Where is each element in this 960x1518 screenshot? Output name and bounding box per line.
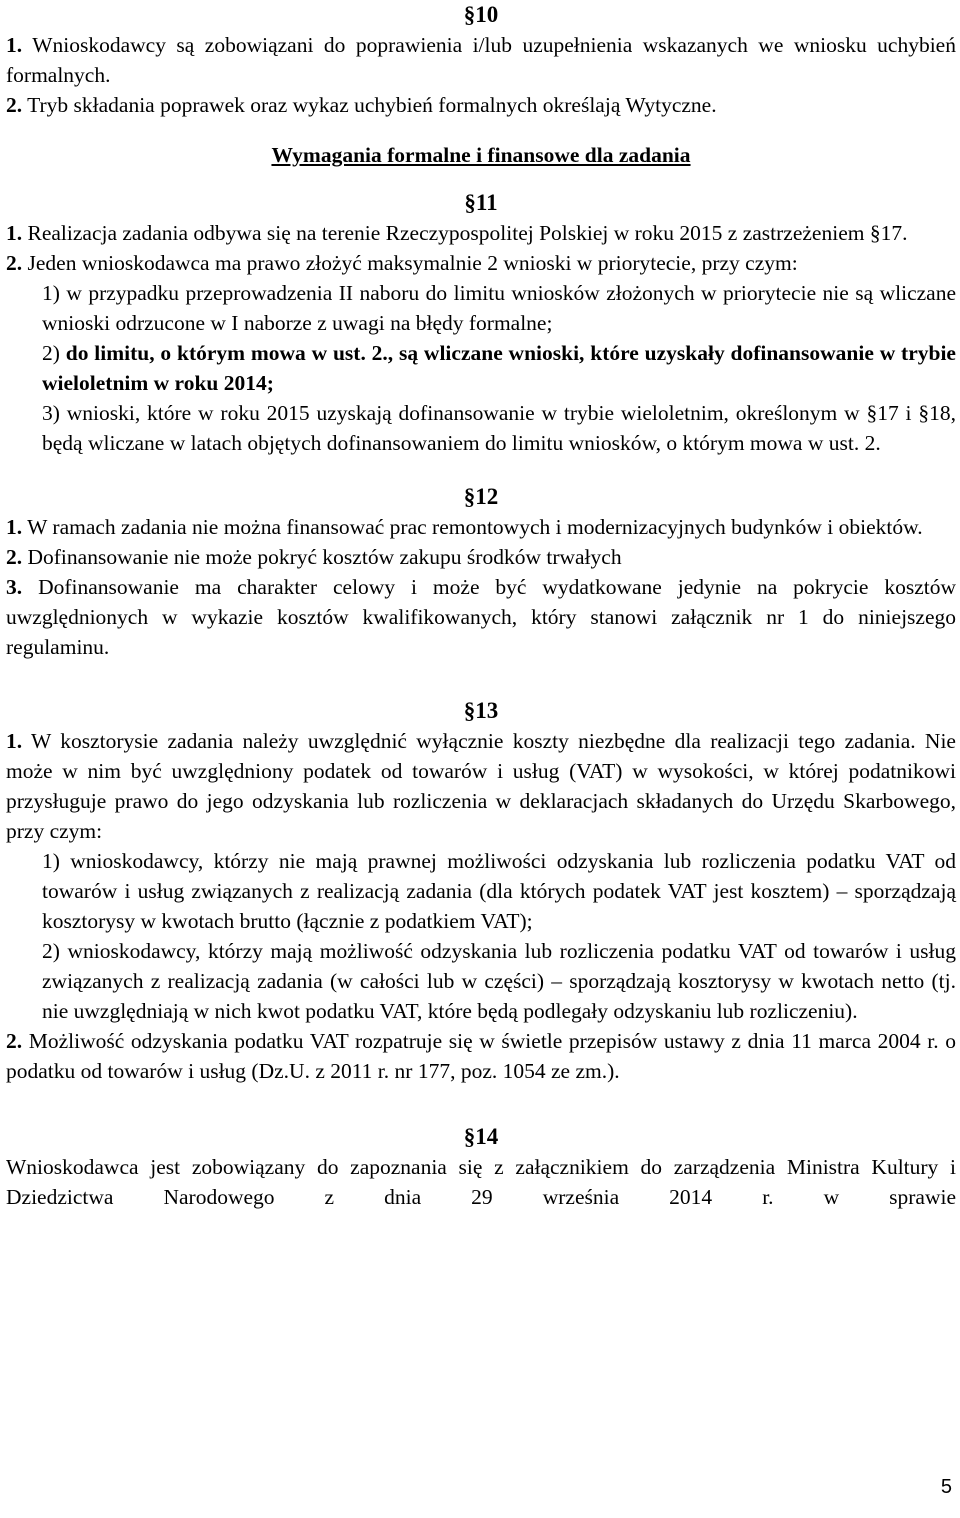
point-number: 1.	[6, 33, 23, 57]
point-text: Dofinansowanie nie może pokryć kosztów zakupu środków trwałych	[27, 545, 622, 569]
point-number: 3.	[6, 575, 23, 599]
point-number: 1.	[6, 515, 23, 539]
point-text: Możliwość odzyskania podatku VAT rozpatruje się w świetle przepisów ustawy z dnia 11 marca 2004 r. o podatku od towarów i usług (Dz.U. z 2011 r. nr 177, poz. 1054 ze zm.).	[6, 1029, 956, 1083]
s11-point-2	[6, 248, 956, 278]
paragraph-heading-11: §11	[464, 190, 498, 215]
document-page	[6, 0, 956, 1212]
paragraph-heading-13: §13	[463, 698, 499, 723]
point-number: 2.	[6, 545, 23, 569]
s11-point-1	[6, 218, 956, 248]
point-text: Tryb składania poprawek oraz wykaz uchybień formalnych określają Wytyczne.	[27, 93, 717, 117]
page-number: 5	[940, 1476, 952, 1498]
paragraph-heading-14: §14	[463, 1124, 499, 1149]
point-text: Dofinansowanie ma charakter celowy i może być wydatkowane jedynie na pokrycie kosztów uwzględnionych w wykazie kosztów kwalifikowanych, który stanowi załącznik nr 1 do niniejszego regulaminu.	[6, 575, 956, 659]
s11-item-1: 1) w przypadku przeprowadzenia II naboru do limitu wniosków złożonych w priorytecie nie są wliczane wnioski odrzucone w I naborze z uwagi na błędy formalne;	[42, 281, 956, 335]
s10-point-2	[6, 90, 956, 120]
point-text: W kosztorysie zadania należy uwzględnić wyłącznie koszty niezbędne dla realizacji tego zadania. Nie może w nim być uwzględniony podatek od towarów i usług (VAT) w wysokości, w której podatnikowi przysługuje prawo do jego odzyskania lub rozliczenia w deklaracjach składanych do Urzędu Skarbowego, przy czym:	[6, 729, 956, 843]
s13-point-2	[6, 1026, 956, 1086]
s11-item-2	[6, 338, 956, 398]
point-text: Wnioskodawcy są zobowiązani do poprawienia i/lub uzupełnienia wskazanych we wniosku uchybień formalnych.	[6, 33, 956, 87]
paragraph-heading-12: §12	[463, 484, 499, 509]
s12-point-2	[6, 542, 956, 572]
s13-point-1	[6, 726, 956, 846]
s12-point-1	[6, 512, 956, 542]
point-text: Jeden wnioskodawca ma prawo złożyć maksymalnie 2 wnioski w priorytecie, przy czym:	[27, 251, 798, 275]
section-heading: Wymagania formalne i finansowe dla zadania	[271, 143, 691, 167]
paragraph-heading-10: §10	[463, 2, 499, 27]
point-text: Realizacja zadania odbywa się na terenie Rzeczypospolitej Polskiej w roku 2015 z zastrzeżeniem §17.	[27, 221, 908, 245]
item-prefix: 2)	[42, 341, 66, 365]
point-number: 2.	[6, 93, 23, 117]
s13-item-1: 1) wnioskodawcy, którzy nie mają prawnej możliwości odzyskania lub rozliczenia podatku VAT od towarów i usług związanych z realizacją zadania (dla których podatek VAT jest kosztem) – sporządzają kosztorysy w kwotach brutto (łącznie z podatkiem VAT);	[42, 849, 956, 933]
s10-point-1	[6, 30, 956, 90]
point-number: 2.	[6, 251, 23, 275]
point-number: 1.	[6, 221, 23, 245]
s11-item-3: 3) wnioski, które w roku 2015 uzyskają dofinansowanie w trybie wieloletnim, określonym w §17 i §18, będą wliczane w latach objętych dofinansowaniem do limitu wniosków, o którym mowa w ust. 2.	[42, 401, 956, 455]
s14-text: Wnioskodawca jest zobowiązany do zapoznania się z załącznikiem do zarządzenia Ministra Kultury i Dziedzictwa Narodowego z dnia 29 września 2014 r. w sprawie	[6, 1155, 956, 1209]
s12-point-3	[6, 572, 956, 662]
point-text: W ramach zadania nie można finansować prac remontowych i modernizacyjnych budynków i obiektów.	[27, 515, 923, 539]
item-bold-text: do limitu, o którym mowa w ust. 2., są wliczane wnioski, które uzyskały dofinansowanie w trybie wieloletnim w roku 2014;	[42, 341, 956, 395]
s13-item-2: 2) wnioskodawcy, którzy mają możliwość odzyskania lub rozliczenia podatku VAT od towarów i usług związanych z realizacją zadania (w całości lub w części) – sporządzają kosztorysy w kwotach netto (tj. nie uwzględniają w nich kwot podatku VAT, które będą podlegały odzyskaniu lub rozliczeniu).	[42, 939, 956, 1023]
point-number: 1.	[6, 729, 23, 753]
point-number: 2.	[6, 1029, 23, 1053]
